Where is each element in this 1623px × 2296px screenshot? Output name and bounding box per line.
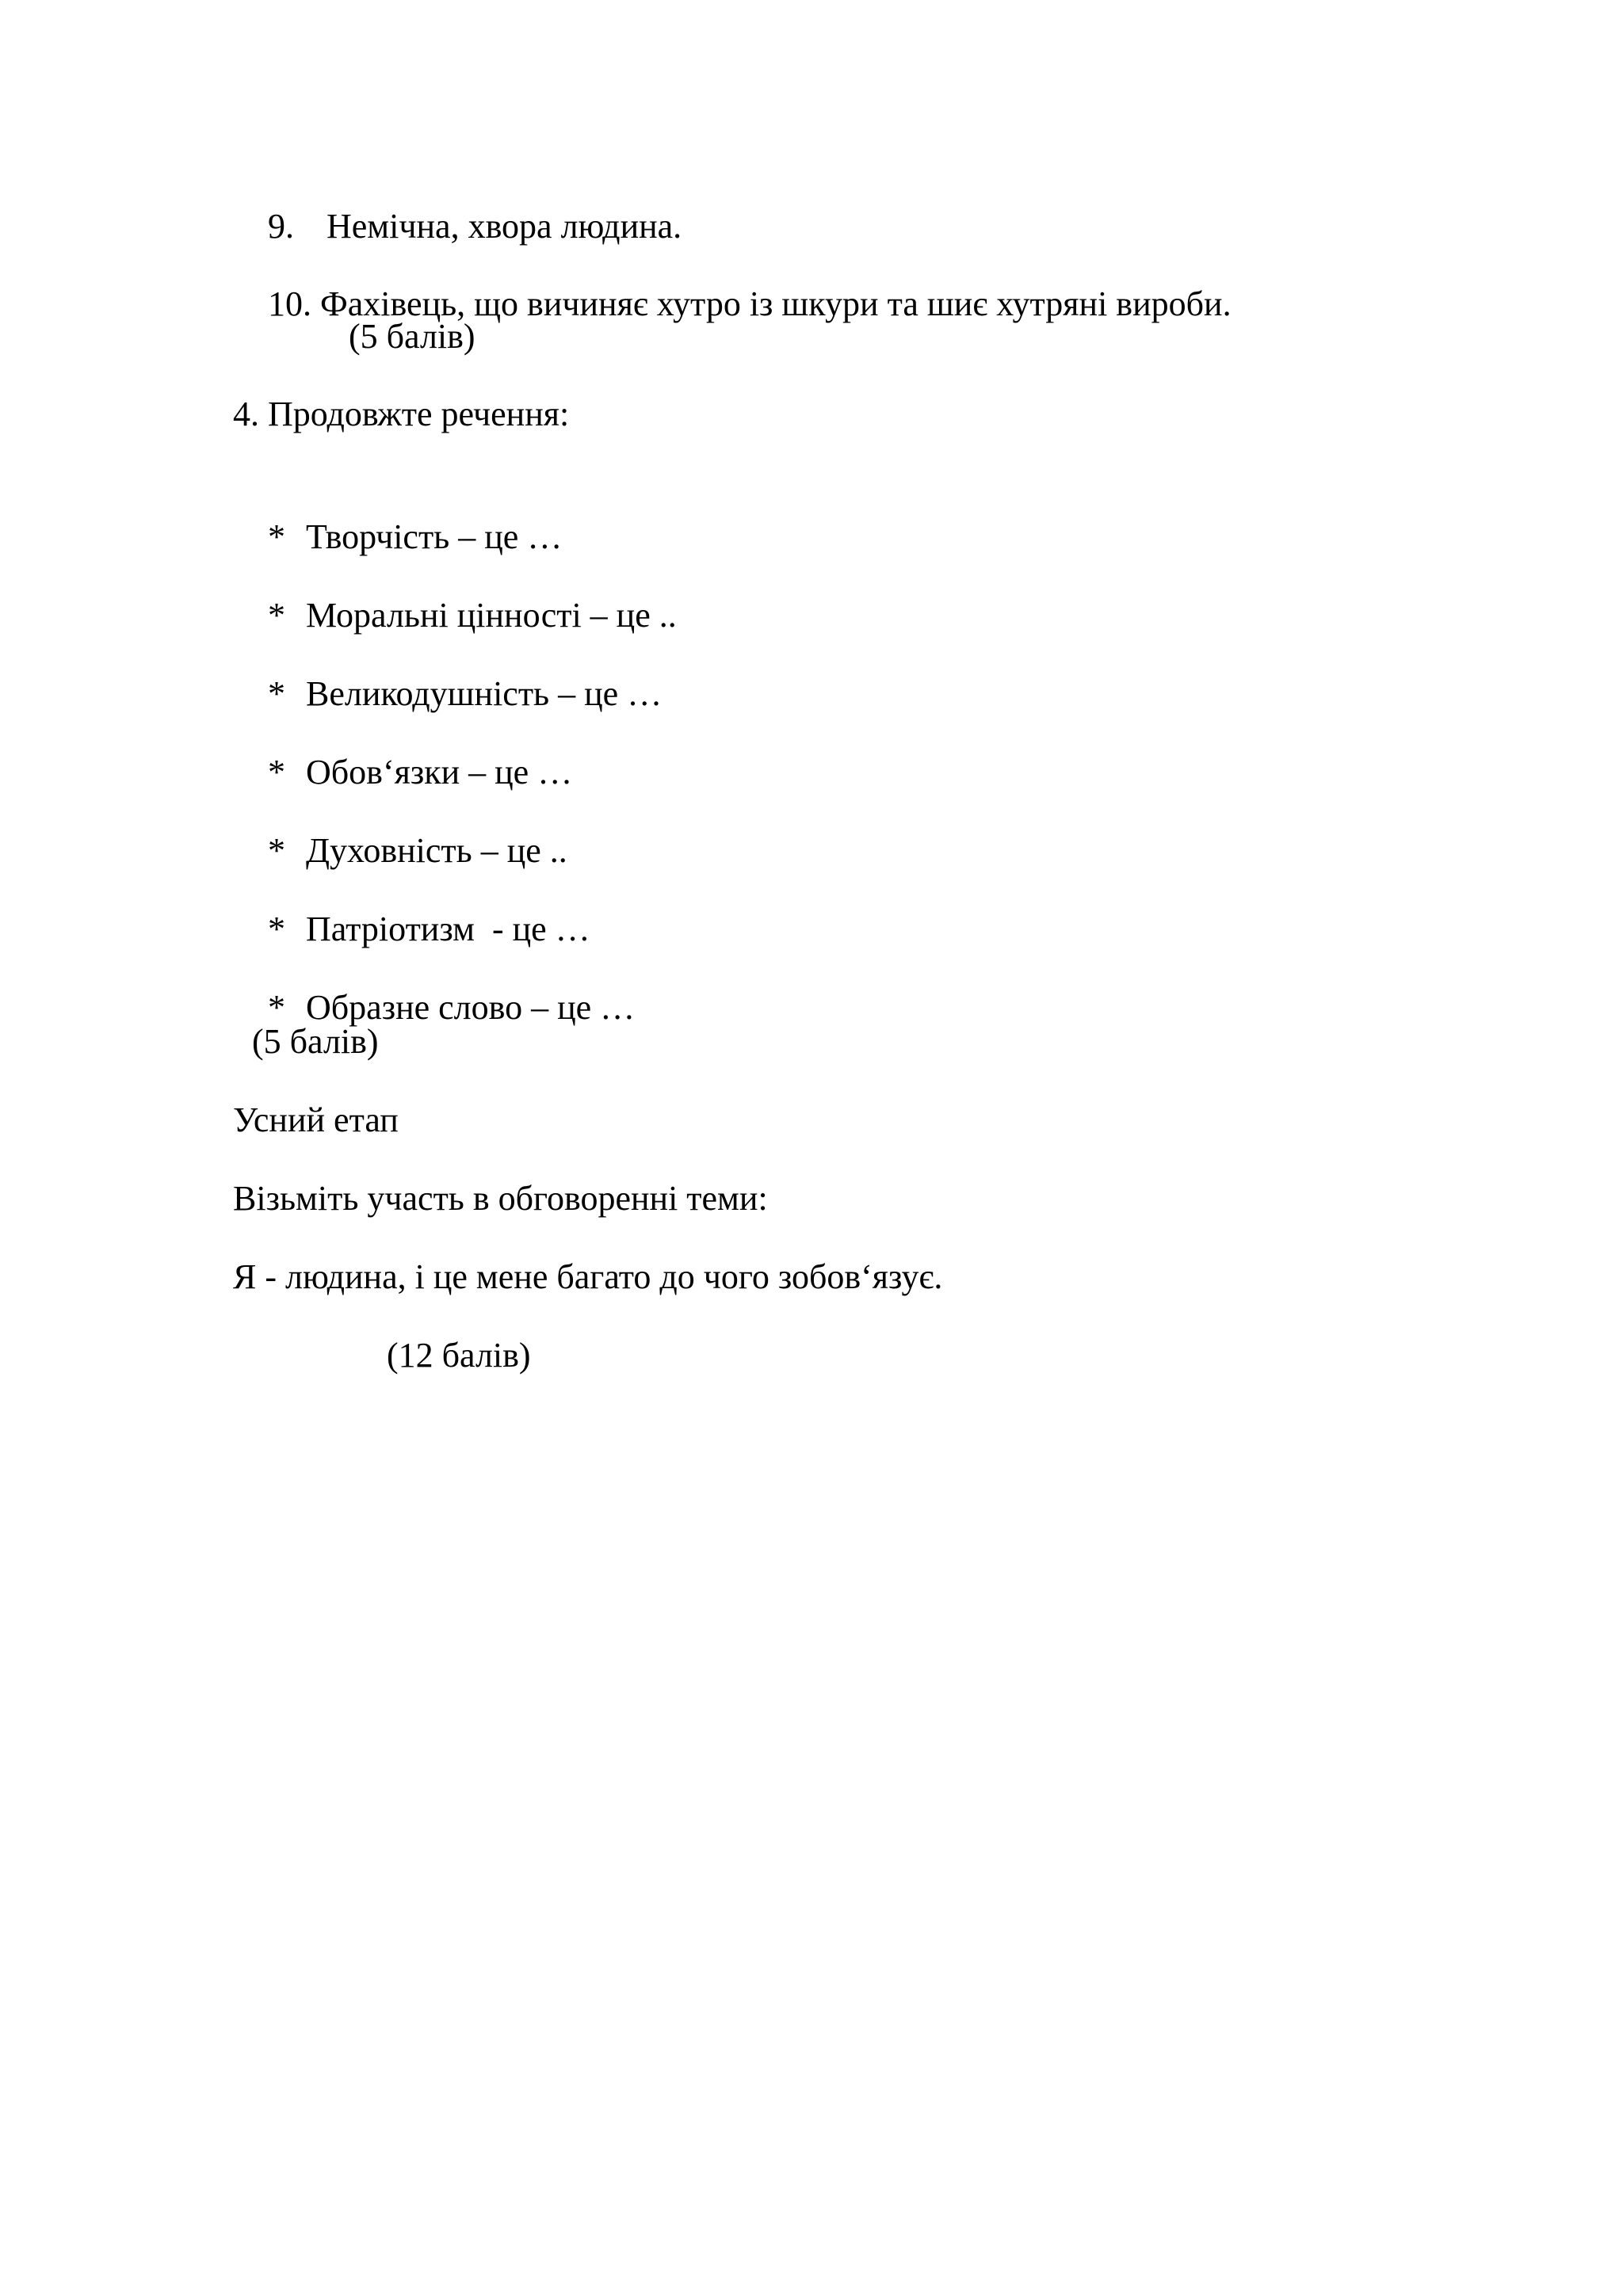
list-item-text: Немічна, хвора людина. bbox=[327, 207, 682, 246]
bullet-symbol: * bbox=[268, 831, 285, 870]
bullet-text: Патріотизм - це … bbox=[306, 910, 590, 948]
bullet-symbol: * bbox=[268, 596, 285, 635]
list-item-number: 9. bbox=[268, 207, 294, 246]
section-heading: Усний етап bbox=[233, 1100, 399, 1139]
task-title: 4. Продовжте речення: bbox=[233, 395, 570, 433]
list-item-text: Фахівець, що вичиняє хутро із шкури та шиє хутряні вироби. bbox=[320, 284, 1232, 323]
bullet-text: Обов‘язки – це … bbox=[306, 753, 573, 791]
bullet-symbol: * bbox=[268, 910, 285, 948]
bullet-symbol: * bbox=[268, 674, 285, 713]
bullet-text: Моральні цінності – це .. bbox=[306, 596, 677, 635]
bullet-text: Образне слово – це … bbox=[306, 988, 636, 1027]
bullet-text: Духовність – це .. bbox=[306, 831, 567, 870]
bullet-text: Великодушність – це … bbox=[306, 674, 663, 713]
bullet-text: Творчість – це … bbox=[306, 517, 563, 556]
score-label: (12 балів) bbox=[387, 1336, 531, 1375]
bullet-symbol: * bbox=[268, 517, 285, 556]
bullet-symbol: * bbox=[268, 753, 285, 791]
discussion-prompt: Візьміть участь в обговоренні теми: bbox=[233, 1179, 768, 1218]
score-label: (5 балів) bbox=[252, 1022, 379, 1061]
bullet-symbol: * bbox=[268, 988, 285, 1027]
score-label: (5 балів) bbox=[349, 317, 475, 356]
discussion-topic: Я - людина, і це мене багато до чого зобов‘язує. bbox=[233, 1257, 943, 1296]
list-item-number: 10. bbox=[268, 284, 311, 323]
